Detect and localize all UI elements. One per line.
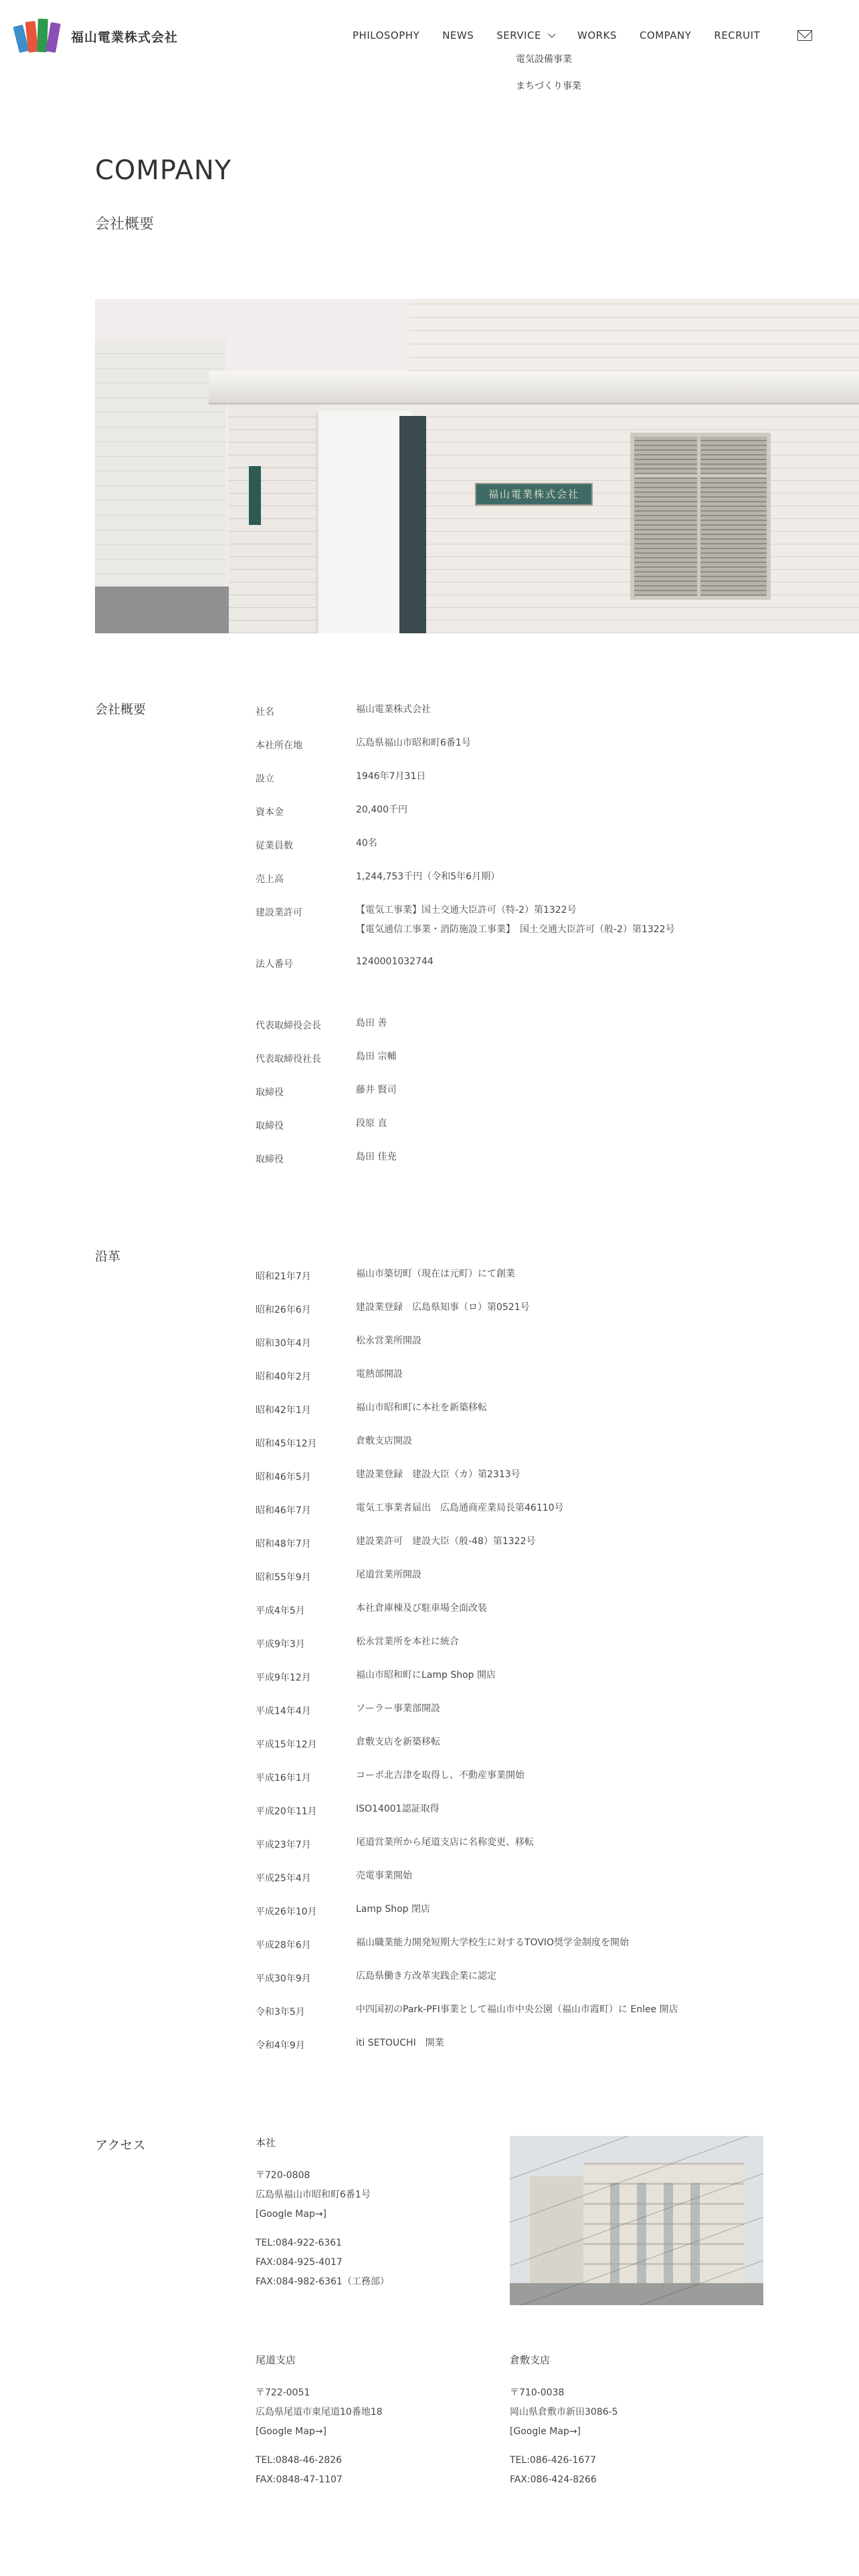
history-event: 尾道営業所開設: [356, 1570, 421, 1580]
history-date: 平成15年12月: [256, 1739, 317, 1750]
row-value: 島田 佳尭: [356, 1152, 397, 1162]
row-value: 広島県福山市昭和町6番1号: [356, 738, 471, 748]
row-value: 福山電業株式会社: [356, 704, 431, 715]
history-event: 尾道営業所から尾道支店に名称変更、移転: [356, 1837, 534, 1848]
history-event: コーポ北吉津を取得し、不動産事業開始: [356, 1770, 524, 1781]
office-fax: FAX:086-424-8266: [510, 2474, 597, 2485]
history-event: 建設業登録 建設大臣（カ）第2313号: [356, 1469, 520, 1480]
office-tel: TEL:0848-46-2826: [256, 2455, 343, 2466]
logo-text: 福山電業株式会社: [71, 29, 179, 45]
row-label: 売上高: [256, 874, 284, 885]
history-date: 令和4年9月: [256, 2040, 305, 2051]
row-label: 代表取締役会長: [256, 1021, 321, 1031]
nav-service[interactable]: [496, 29, 555, 41]
history-date: 昭和26年6月: [256, 1305, 311, 1315]
office-zip: 〒720-0808: [256, 2170, 310, 2181]
history-date: 昭和40年2月: [256, 1372, 311, 1382]
row-label: 従業員数: [256, 841, 293, 851]
history-date: 平成16年1月: [256, 1773, 311, 1784]
row-label: 取締役: [256, 1121, 284, 1132]
history-event: 売電事業開始: [356, 1870, 412, 1881]
history-event: 倉敷支店を新築移転: [356, 1737, 440, 1747]
history-date: 昭和55年9月: [256, 1572, 311, 1583]
submenu-electrical[interactable]: 電気設備事業: [516, 54, 572, 65]
office-title: 尾道支店: [256, 2354, 296, 2366]
office-fax: FAX:084-925-4017: [256, 2257, 343, 2268]
history-date: 平成25年4月: [256, 1873, 311, 1884]
history-date: 平成20年11月: [256, 1806, 317, 1817]
nav-company[interactable]: COMPANY: [639, 29, 692, 41]
history-date: 昭和30年4月: [256, 1338, 311, 1349]
office-address: 広島県福山市昭和町6番1号: [256, 2189, 371, 2200]
history-date: 昭和46年7月: [256, 1505, 311, 1516]
row-value: 1240001032744: [356, 956, 434, 967]
google-map-link[interactable]: [Google Map→]: [256, 2426, 327, 2437]
row-label: 法人番号: [256, 959, 293, 970]
logo[interactable]: [15, 17, 178, 55]
history-date: 平成9年3月: [256, 1639, 305, 1650]
access-heading: アクセス: [95, 2138, 146, 2153]
history-event: 中四国初のPark-PFI事業として福山市中央公園（福山市霞町）に Enlee 開店: [356, 2004, 678, 2015]
nav-service-label: SERVICE: [496, 29, 542, 41]
history-date: 令和3年5月: [256, 2007, 305, 2018]
row-label: 社名: [256, 707, 274, 718]
row-label: 設立: [256, 774, 274, 784]
history-event: 福山市昭和町に本社を新築移転: [356, 1402, 487, 1413]
overview-heading: 会社概要: [95, 702, 147, 717]
row-value: 藤井 賢司: [356, 1085, 397, 1095]
row-value: 段原 直: [356, 1118, 387, 1129]
history-date: 平成14年4月: [256, 1706, 311, 1717]
row-value: 20,400千円: [356, 804, 407, 815]
hero-building-image: [95, 299, 859, 633]
row-value: 【電気通信工事業・消防施設工事業】 国土交通大臣許可（般-2）第1322号: [356, 924, 675, 935]
service-submenu: [516, 52, 581, 106]
history-event: 建設業登録 広島県知事（ロ）第0521号: [356, 1302, 530, 1313]
office-fax-engineering: FAX:084-982-6361（工務部）: [256, 2276, 389, 2287]
submenu-town-development[interactable]: まちづくり事業: [516, 81, 581, 92]
history-date: 昭和21年7月: [256, 1271, 311, 1282]
google-map-link[interactable]: [Google Map→]: [256, 2209, 327, 2220]
chevron-down-icon: [548, 30, 555, 37]
history-event: 本社倉庫棟及び駐車場全面改装: [356, 1603, 487, 1614]
row-value: 40名: [356, 838, 377, 849]
row-value: 【電気工事業】国土交通大臣許可（特-2）第1322号: [356, 905, 577, 916]
row-label: 本社所在地: [256, 740, 302, 751]
main-nav: [353, 29, 760, 41]
office-zip: 〒722-0051: [256, 2387, 310, 2398]
mail-icon[interactable]: [797, 30, 812, 41]
logo-mark-icon: [15, 17, 63, 55]
history-event: 電熱部開設: [356, 1369, 403, 1380]
row-label: 代表取締役社長: [256, 1054, 321, 1065]
office-tel: TEL:086-426-1677: [510, 2455, 597, 2466]
history-event: iti SETOUCHI 開業: [356, 2038, 444, 2048]
row-label: 資本金: [256, 807, 284, 818]
history-date: 昭和45年12月: [256, 1438, 317, 1449]
history-event: Lamp Shop 閉店: [356, 1904, 431, 1915]
history-date: 平成30年9月: [256, 1973, 311, 1984]
kurashiki-branch-block: [510, 2351, 618, 2490]
office-address: 岡山県倉敷市新田3086-5: [510, 2407, 618, 2418]
history-event: 福山職業能力開発短期大学校生に対するTOVIO奨学金制度を開始: [356, 1937, 630, 1948]
row-value: 1946年7月31日: [356, 771, 426, 782]
history-event: 松永営業所開設: [356, 1335, 421, 1346]
row-value: 島田 善: [356, 1018, 387, 1029]
history-event: 広島県働き方改革実践企業に認定: [356, 1971, 496, 1981]
office-tel: TEL:084-922-6361: [256, 2238, 343, 2248]
history-date: 昭和42年1月: [256, 1405, 311, 1416]
nav-philosophy[interactable]: PHILOSOPHY: [353, 29, 420, 41]
row-value: 島田 宗輔: [356, 1051, 397, 1062]
history-event: 建設業許可 建設大臣（般-48）第1322号: [356, 1536, 536, 1547]
row-label: 建設業許可: [256, 907, 302, 918]
history-date: 昭和48年7月: [256, 1539, 311, 1549]
head-office-block: [256, 2133, 389, 2292]
nav-works[interactable]: WORKS: [577, 29, 617, 41]
history-event: ソーラー事業部開設: [356, 1703, 440, 1714]
history-heading: 沿革: [95, 1249, 121, 1264]
history-event: 倉敷支店開設: [356, 1436, 412, 1446]
building-nameplate: 福山電業株式会社: [475, 483, 593, 506]
history-date: 昭和46年5月: [256, 1472, 311, 1483]
history-date: 平成4年5月: [256, 1606, 305, 1616]
office-fax: FAX:0848-47-1107: [256, 2474, 343, 2485]
history-event: ISO14001認証取得: [356, 1804, 440, 1814]
row-value: 1,244,753千円（令和5年6月期）: [356, 871, 500, 882]
nav-news[interactable]: NEWS: [442, 29, 474, 41]
office-address: 広島県尾道市東尾道10番地18: [256, 2407, 383, 2418]
row-label: 取締役: [256, 1087, 284, 1098]
office-zip: 〒710-0038: [510, 2387, 565, 2398]
history-event: 福山市昭和町にLamp Shop 開店: [356, 1670, 496, 1681]
page-title: COMPANY: [95, 155, 232, 186]
page-subtitle: 会社概要: [95, 216, 155, 233]
history-date: 平成9年12月: [256, 1673, 311, 1683]
history-event: 電気工事業者届出 広島通商産業局長第46110号: [356, 1503, 564, 1513]
nav-recruit[interactable]: RECRUIT: [714, 29, 761, 41]
onomichi-branch-block: [256, 2351, 383, 2490]
row-label: 取締役: [256, 1154, 284, 1165]
office-title: 本社: [256, 2137, 276, 2149]
history-date: 平成28年6月: [256, 1940, 311, 1951]
history-event: 福山市築切町（現在は元町）にて創業: [356, 1269, 515, 1279]
head-office-photo: [510, 2136, 763, 2305]
google-map-link[interactable]: [Google Map→]: [510, 2426, 581, 2437]
history-date: 平成23年7月: [256, 1840, 311, 1850]
history-date: 平成26年10月: [256, 1907, 317, 1917]
office-title: 倉敷支店: [510, 2354, 551, 2366]
history-event: 松永営業所を本社に統合: [356, 1636, 459, 1647]
